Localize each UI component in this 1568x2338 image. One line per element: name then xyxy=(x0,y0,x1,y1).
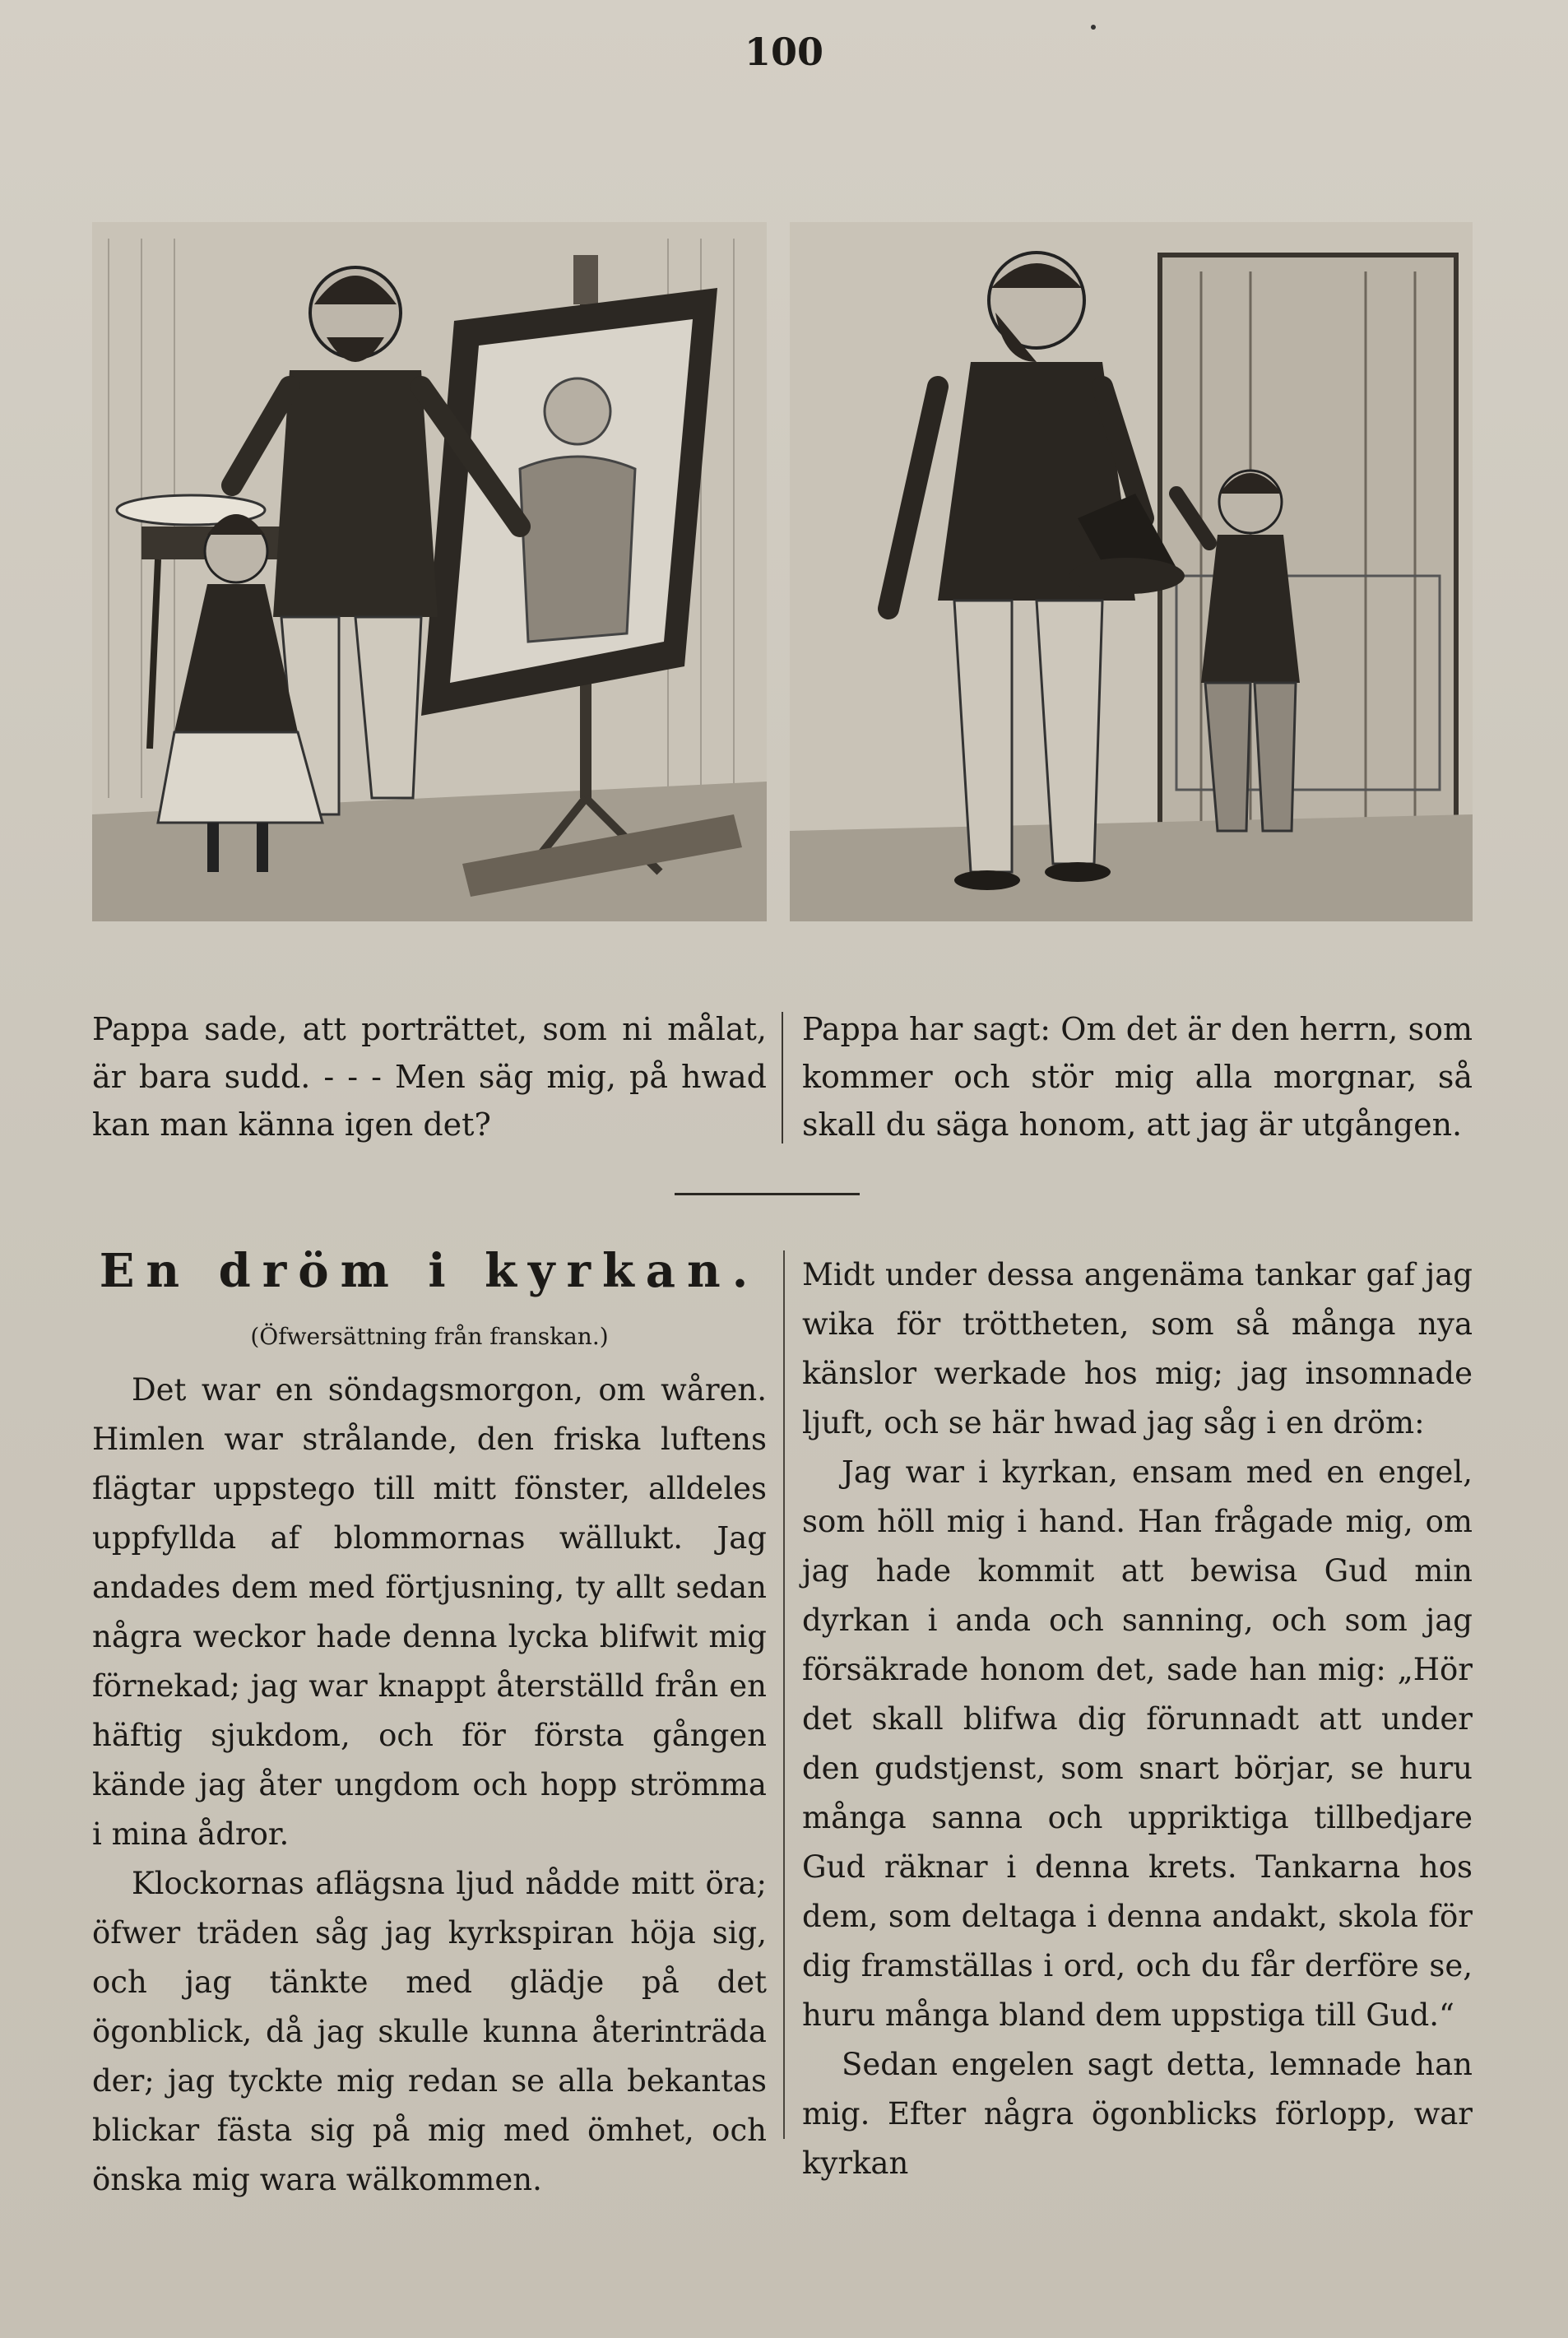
caption-left: Pappa sade, att porträttet, som ni målat, är bara sudd. - - - Men säg mig, på hwad kan man känna igen det? xyxy=(92,1011,767,1143)
article-right-column xyxy=(802,1250,1473,2188)
section-rule xyxy=(675,1193,860,1195)
gentleman-with-boy-at-door-illustration xyxy=(790,222,1473,921)
painter-with-daughter-illustration xyxy=(92,222,767,921)
article-paragraph: Jag war i kyrkan, ensam med en engel, som höll mig i hand. Han frågade mig, om jag hade kommit att bewisa Gud min dyrkan i anda och sanning, och som jag försäkrade honom det, sade han mig: „Hör det skall blifwa dig förunnadt att under den gudstjenst, som snart börjar, se huru många sanna och uppriktiga tillbedjare Gud räknar i denna krets. Tankarna hos dem, som deltaga i denna andakt, skola för dig framställas i ord, och du får derföre se, huru många bland dem uppstiga till Gud.“ xyxy=(802,1454,1473,2033)
article-paragraph: Midt under dessa angenäma tankar gaf jag wika för tröttheten, som så många nya känslor werkade hos mig; jag insomnade ljuft, och se här hwad jag såg i en dröm: xyxy=(802,1257,1473,1440)
column-divider xyxy=(783,1250,785,2139)
ink-dot xyxy=(1091,25,1096,30)
article-paragraph: Sedan engelen sagt detta, lemnade han mig. Efter några ögonblicks förlopp, war kyrkan xyxy=(802,2047,1473,2181)
article-paragraph: Det war en söndagsmorgon, om wåren. Himlen war strålande, den friska luftens flägtar uppstego till mitt fönster, alldeles uppfyllda af blommornas wällukt. Jag andades dem med förtjusning, ty allt sedan några weckor hade denna lycka blifwit mig förnekad; jag war knappt återställd från en häftig sjukdom, och för första gången kände jag åter ungdom och hopp strömma i mina ådror. xyxy=(92,1372,767,1852)
article-title: En dröm i kyrkan. xyxy=(99,1244,760,1298)
article-left-column xyxy=(92,1234,767,2205)
caption-right: Pappa har sagt: Om det är den herrn, som kommer och stör mig alla morgnar, så skall du säga honom, att jag är utgången. xyxy=(802,1011,1473,1143)
article-subtitle: (Öfwersättning från franskan.) xyxy=(250,1323,609,1350)
article-paragraph: Klockornas aflägsna ljud nådde mitt öra; öfwer träden såg jag kyrkspiran höja sig, och jag tänkte med glädje på det ögonblick, då jag skulle kunna återinträda der; jag tyckte mig redan se alla bekantas blickar fästa sig på mig med ömhet, och önska mig wara wälkommen. xyxy=(92,1866,767,2197)
page-number: 100 xyxy=(744,30,824,74)
caption-divider xyxy=(782,1012,783,1143)
